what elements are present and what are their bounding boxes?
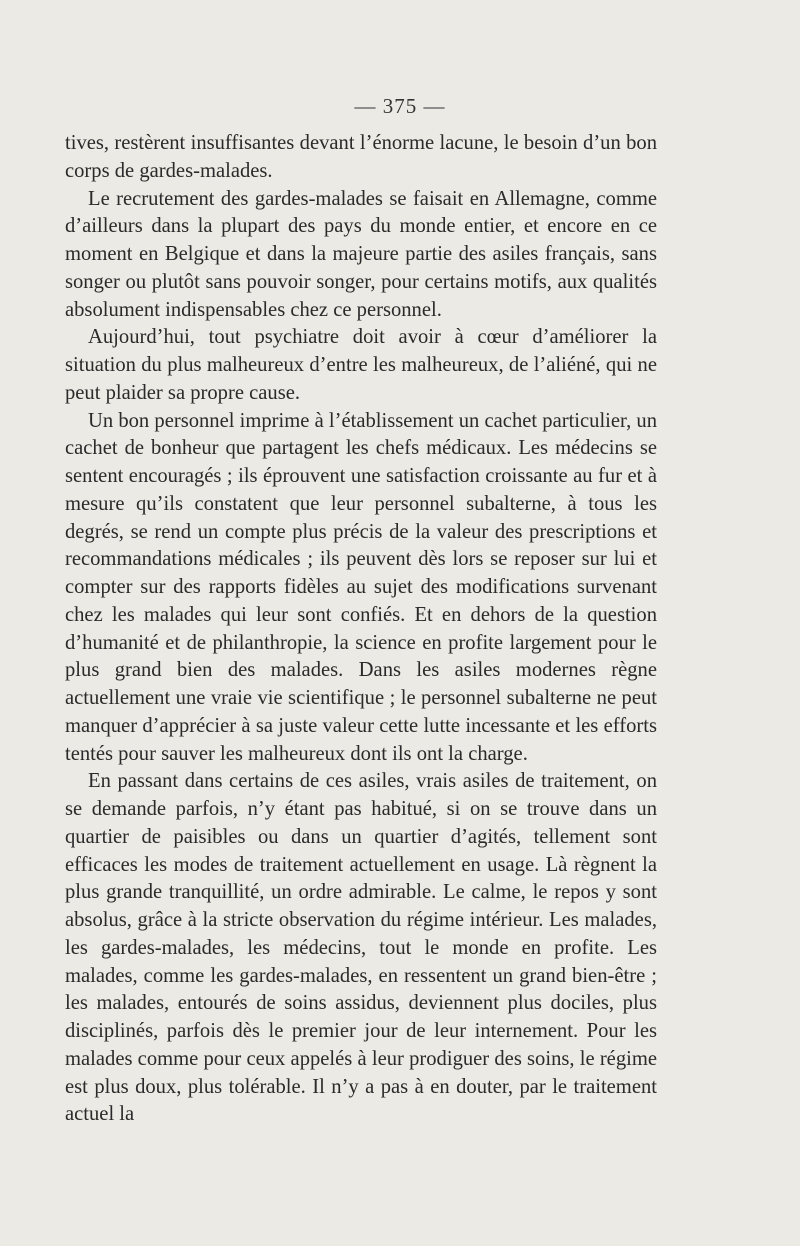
- paragraph: Aujourd’hui, tout psychiatre doit avoir à cœur d’améliorer la situation du plus malheureux d’entre les malheureux, de l’aliéné, qui ne peut plaider sa propre cause.: [65, 326, 657, 404]
- paragraph: En passant dans certains de ces asiles, vrais asiles de traitement, on se demande parfois, n’y étant pas habitué, si on se trouve dans un quartier de paisibles ou dans un quartier d’agités, tellement sont efficaces les modes de traitement actuellement en usage. Là règnent la plus grande tranquillité, un ordre admirable. Le calme, le repos y sont absolus, grâce à la stricte observation du régime intérieur. Les malades, les gardes-malades, les médecins, tout le monde en profite. Les malades, comme les gardes-malades, en ressentent un grand bien-être ; les malades, entourés de soins assidus, deviennent plus dociles, plus disciplinés, parfois dès le premier jour de leur internement. Pour les malades comme pour ceux appelés à leur prodiguer des soins, le régime est plus doux, plus tolérable. Il n’y a pas à en douter, par le traitement actuel la: [65, 770, 657, 1126]
- paragraph: Un bon personnel imprime à l’établissement un cachet particulier, un cachet de bonheur que partagent les chefs médicaux. Les médecins se sentent encouragés ; ils éprouvent une satisfaction croissante au fur et à mesure qu’ils constatent que leur personnel subalterne, à tous les degrés, se rend un compte plus précis de la valeur des prescriptions et recommandations médicales ; ils peuvent dès lors se reposer sur lui et compter sur des rapports fidèles au sujet des modifications survenant chez les malades qui leur sont confiés. Et en dehors de la question d’humanité et de philanthropie, la science en profite largement pour le plus grand bien des malades. Dans les asiles modernes règne actuellement une vraie vie scientifique ; le personnel subalterne ne peut manquer d’apprécier à sa juste valeur cette lutte incessante et les efforts tentés pour sauver les malheureux dont ils ont la charge.: [65, 409, 657, 765]
- paragraph: Le recrutement des gardes-malades se faisait en Allemagne, comme d’ailleurs dans la plupart des pays du monde entier, et encore en ce moment en Belgique et dans la majeure partie des asiles français, sans songer ou plutôt sans pouvoir songer, pour certains motifs, aux qualités absolument indispensables chez ce personnel.: [65, 187, 657, 321]
- page-number: — 375 —: [354, 94, 446, 118]
- body-text: [65, 130, 657, 1129]
- paragraph: tives, restèrent insuffisantes devant l’énorme lacune, le besoin d’un bon corps de gardes-malades.: [65, 132, 657, 182]
